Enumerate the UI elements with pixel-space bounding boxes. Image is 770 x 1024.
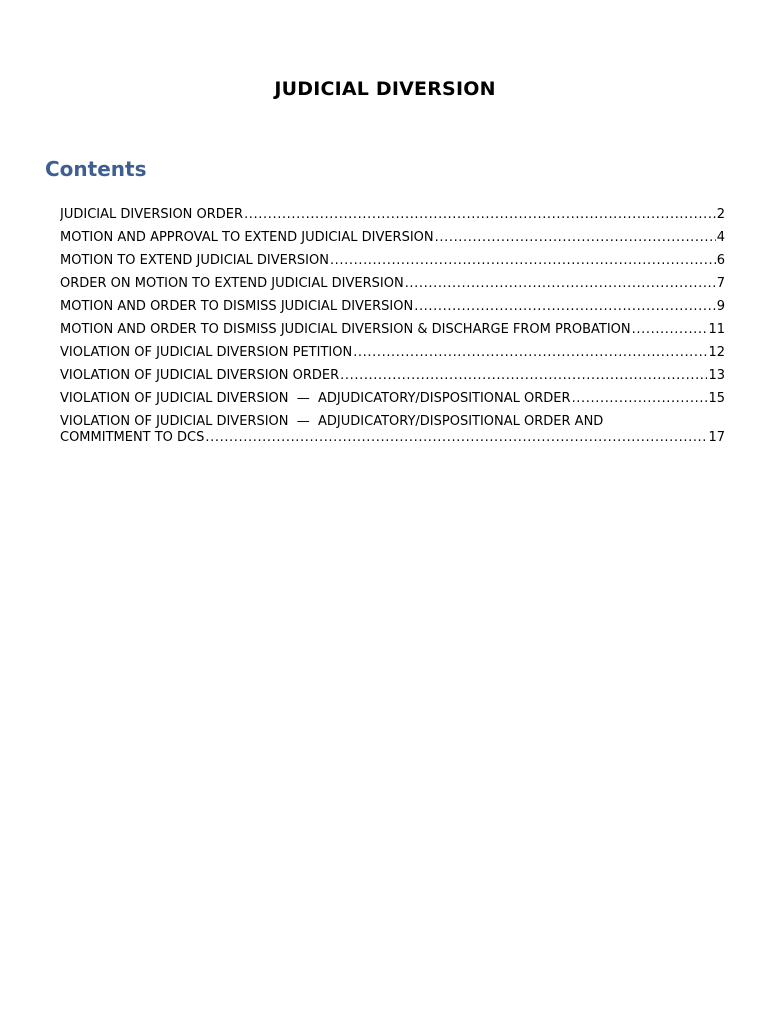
toc-entry-motion-approval-extend[interactable] [60, 230, 725, 246]
toc-page-number: 6 [716, 253, 725, 268]
toc-page-number: 11 [708, 322, 725, 337]
toc-entry-motion-order-dismiss-discharge[interactable] [60, 322, 725, 338]
toc-entry-label: MOTION TO EXTEND JUDICIAL DIVERSION [60, 253, 329, 268]
toc-page-number: 17 [708, 430, 725, 445]
toc-entry-label-line1: VIOLATION OF JUDICIAL DIVERSION — ADJUDICATORY/DISPOSITIONAL ORDER AND [60, 414, 604, 429]
toc-dot-leader [353, 345, 707, 361]
toc-page-number: 2 [716, 207, 725, 222]
toc-entry-motion-to-extend[interactable] [60, 253, 725, 269]
toc-entry-label: ORDER ON MOTION TO EXTEND JUDICIAL DIVERSION [60, 276, 404, 291]
toc-entry-label: MOTION AND ORDER TO DISMISS JUDICIAL DIVERSION & DISCHARGE FROM PROBATION [60, 322, 631, 337]
toc-entry-label: VIOLATION OF JUDICIAL DIVERSION ORDER [60, 368, 340, 383]
toc-page-number: 7 [716, 276, 725, 291]
toc-entry-order-on-motion-extend[interactable] [60, 276, 725, 292]
document-title: JUDICIAL DIVERSION [274, 78, 496, 100]
toc-entry-violation-adjudicatory-order[interactable] [60, 391, 725, 407]
toc-entry-line2 [60, 430, 725, 446]
toc-dot-leader [405, 276, 716, 292]
toc-dot-leader [632, 322, 708, 338]
toc-page-number: 13 [708, 368, 725, 383]
toc-page-number: 12 [708, 345, 725, 360]
toc-entry-violation-adjudicatory-commitment[interactable] [60, 414, 725, 446]
toc-page-number: 9 [716, 299, 725, 314]
toc-page-number: 15 [708, 391, 725, 406]
toc-entry-violation-order[interactable] [60, 368, 725, 384]
toc-entry-judicial-diversion-order[interactable] [60, 207, 725, 223]
toc-entry-label: MOTION AND APPROVAL TO EXTEND JUDICIAL DIVERSION [60, 230, 434, 245]
toc-entry-violation-petition[interactable] [60, 345, 725, 361]
table-of-contents [60, 207, 725, 446]
toc-dot-leader [205, 430, 707, 446]
toc-entry-label: VIOLATION OF JUDICIAL DIVERSION — ADJUDICATORY/DISPOSITIONAL ORDER [60, 391, 571, 406]
toc-dot-leader [330, 253, 716, 269]
toc-dot-leader [244, 207, 716, 223]
toc-entry-label: JUDICIAL DIVERSION ORDER [60, 207, 244, 222]
toc-entry-label: VIOLATION OF JUDICIAL DIVERSION PETITION [60, 345, 353, 360]
toc-dot-leader [435, 230, 716, 246]
toc-entry-motion-order-dismiss[interactable] [60, 299, 725, 315]
contents-heading: Contents [45, 157, 147, 181]
toc-page-number: 4 [716, 230, 725, 245]
toc-entry-label: MOTION AND ORDER TO DISMISS JUDICIAL DIVERSION [60, 299, 414, 314]
toc-entry-label-line2: COMMITMENT TO DCS [60, 430, 205, 445]
toc-dot-leader [340, 368, 707, 384]
toc-dot-leader [572, 391, 708, 407]
toc-dot-leader [414, 299, 716, 315]
